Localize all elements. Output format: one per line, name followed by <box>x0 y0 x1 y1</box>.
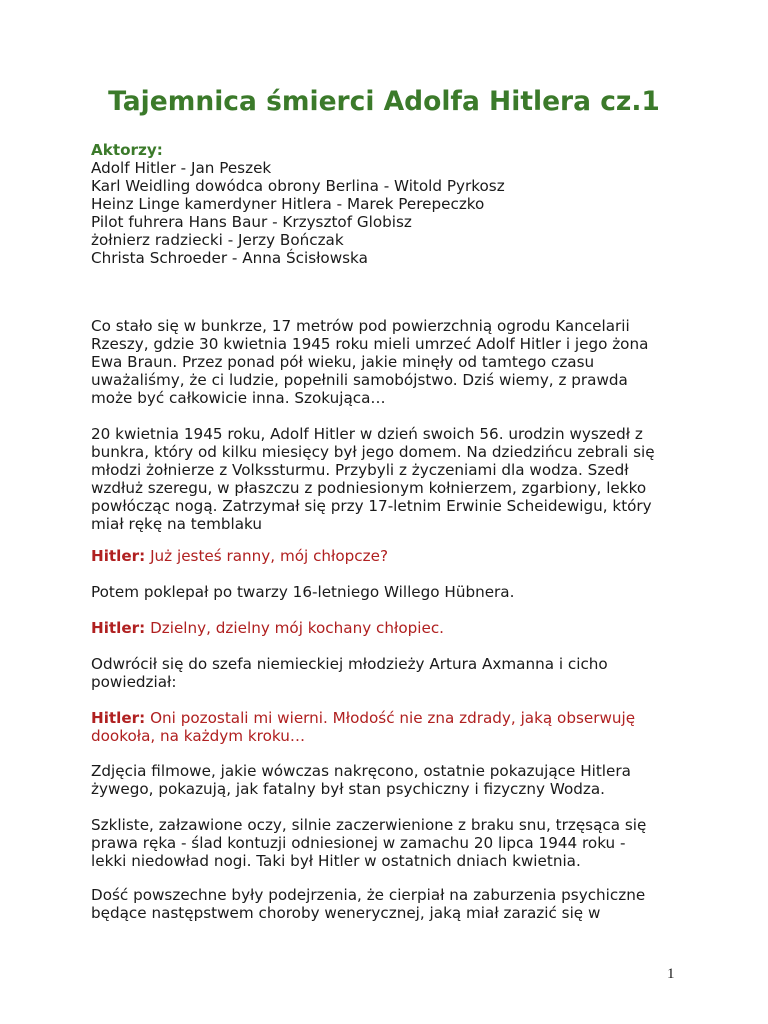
paragraph-line: powiedział: <box>91 673 177 691</box>
speech-text: Oni pozostali mi wierni. Młodość nie zna zdrady, jaką obserwuję <box>150 709 636 727</box>
paragraph <box>91 425 691 533</box>
paragraph <box>91 762 691 798</box>
speech-text: Dzielny, dzielny mój kochany chłopiec. <box>150 619 445 637</box>
speaker-label: Hitler: <box>91 709 146 727</box>
quote-line <box>91 547 691 565</box>
paragraph <box>91 816 691 870</box>
speech-text: Już jesteś ranny, mój chłopcze? <box>150 547 389 565</box>
actor-item: Christa Schroeder - Anna Ścisłowska <box>91 249 368 267</box>
paragraph <box>91 655 691 691</box>
paragraph <box>91 583 691 601</box>
quote-line <box>91 619 691 637</box>
paragraph-line: Co stało się w bunkrze, 17 metrów pod powierzchnią ogrodu Kancelarii <box>91 317 630 335</box>
actor-item: Karl Weidling dowódca obrony Berlina - Witold Pyrkosz <box>91 177 505 195</box>
speech-text: dookoła, na każdym kroku… <box>91 727 306 745</box>
paragraph-line: Szkliste, załzawione oczy, silnie zaczerwienione z braku snu, trzęsąca się <box>91 816 647 834</box>
dialogue-quote <box>91 619 691 637</box>
paragraph-line: prawa ręka - ślad kontuzji odniesionej w zamachu 20 lipca 1944 roku - <box>91 834 626 852</box>
paragraph-line: Dość powszechne były podejrzenia, że cierpiał na zaburzenia psychiczne <box>91 886 646 904</box>
paragraph <box>91 317 691 407</box>
paragraph-line: Odwrócił się do szefa niemieckiej młodzieży Artura Axmanna i cicho <box>91 655 608 673</box>
actors-heading: Aktorzy: <box>91 141 163 159</box>
paragraph-line: uważaliśmy, że ci ludzie, popełnili samobójstwo. Dziś wiemy, z prawda <box>91 371 628 389</box>
actors-section <box>91 141 691 267</box>
speaker-label: Hitler: <box>91 619 146 637</box>
paragraph-line: żywego, pokazują, jak fatalny był stan psychiczny i fizyczny Wodza. <box>91 780 605 798</box>
dialogue-quote <box>91 709 691 745</box>
actor-item: Pilot fuhrera Hans Baur - Krzysztof Globisz <box>91 213 412 231</box>
paragraph-line: miał rękę na temblaku <box>91 515 262 533</box>
paragraph-line: Ewa Braun. Przez ponad pół wieku, jakie minęły od tamtego czasu <box>91 353 595 371</box>
paragraph-line: może być całkowicie inna. Szokująca… <box>91 389 386 407</box>
page-number: 1 <box>667 966 675 982</box>
paragraph-line: Potem poklepał po twarzy 16-letniego Willego Hübnera. <box>91 583 515 601</box>
speaker-label: Hitler: <box>91 547 146 565</box>
actor-item: Adolf Hitler - Jan Peszek <box>91 159 272 177</box>
paragraph-line: powłócząc nogą. Zatrzymał się przy 17-letnim Erwinie Scheidewigu, który <box>91 497 652 515</box>
paragraph <box>91 886 691 922</box>
actor-item: żołnierz radziecki - Jerzy Bończak <box>91 231 344 249</box>
paragraph-line: Rzeszy, gdzie 30 kwietnia 1945 roku mieli umrzeć Adolf Hitler i jego żona <box>91 335 649 353</box>
dialogue-quote <box>91 547 691 565</box>
paragraph-line: będące następstwem choroby wenerycznej, jaką miał zarazić się w <box>91 904 601 922</box>
paragraph-line: wzdłuż szeregu, w płaszczu z podniesionym kołnierzem, zgarbiony, lekko <box>91 479 647 497</box>
paragraph-line: bunkra, który od kilku miesięcy był jego domem. Na dziedzińcu zebrali się <box>91 443 655 461</box>
paragraph-line: Zdjęcia filmowe, jakie wówczas nakręcono, ostatnie pokazujące Hitlera <box>91 762 631 780</box>
actor-item: Heinz Linge kamerdyner Hitlera - Marek Perepeczko <box>91 195 485 213</box>
paragraph-line: 20 kwietnia 1945 roku, Adolf Hitler w dzień swoich 56. urodzin wyszedł z <box>91 425 643 443</box>
document-title: Tajemnica śmierci Adolfa Hitlera cz.1 <box>108 86 660 117</box>
paragraph-line: młodzi żołnierze z Volkssturmu. Przybyli z życzeniami dla wodza. Szedł <box>91 461 629 479</box>
quote-line <box>91 709 691 727</box>
paragraph-line: lekki niedowład nogi. Taki był Hitler w ostatnich dniach kwietnia. <box>91 852 581 870</box>
